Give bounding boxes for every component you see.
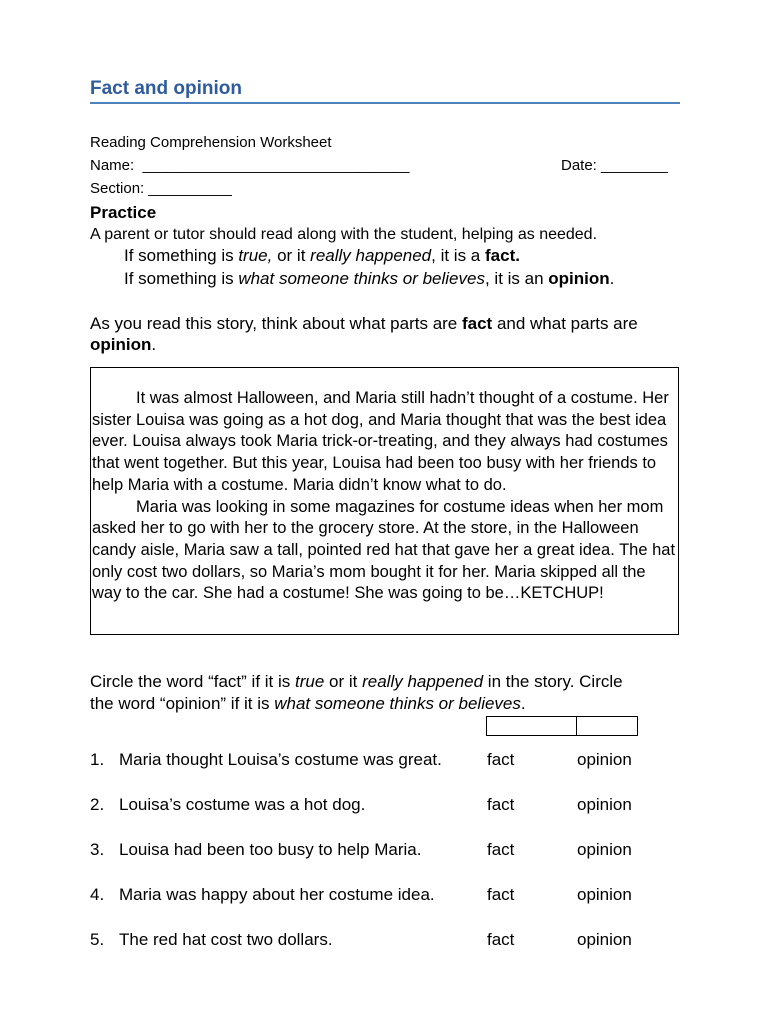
question-text: Maria was happy about her costume idea.	[119, 885, 435, 904]
question-text: Louisa’s costume was a hot dog.	[119, 795, 366, 814]
date-field[interactable]: ________	[601, 157, 668, 174]
section-row	[90, 180, 232, 197]
circle-instructions-cont: the word “opinion” if it is what someone thinks or believes.	[90, 694, 526, 713]
practice-heading: Practice	[90, 203, 157, 222]
story-paragraph-1: It was almost Halloween, and Maria still hadn’t thought of a costume. Her sister Louisa was going as a hot dog, and Maria thought that was the best idea ever. Louisa always took Maria trick-or-treating, and they always had costumes that went together. But this year, Louisa had been too busy with her friends to help Maria with a costume. Maria didn’t know what to do.	[92, 389, 669, 494]
date-label: Date:	[561, 157, 597, 174]
circle-instructions: Circle the word “fact” if it is true or it really happened in the story. Circle	[90, 672, 623, 691]
fact-option[interactable]: fact	[487, 930, 515, 949]
page-title: Fact and opinion	[90, 78, 680, 104]
fact-option[interactable]: fact	[487, 750, 515, 769]
rule-fact: If something is true, or it really happened, it is a fact.	[124, 246, 520, 265]
fact-option[interactable]: fact	[487, 795, 515, 814]
fact-option[interactable]: fact	[487, 885, 515, 904]
question-number: 3.	[90, 840, 105, 859]
fact-option[interactable]: fact	[487, 840, 515, 859]
section-label: Section:	[90, 180, 145, 197]
question-text: The red hat cost two dollars.	[119, 930, 333, 949]
story-box	[90, 367, 679, 635]
question-number: 2.	[90, 795, 105, 814]
name-row	[90, 157, 409, 174]
name-field[interactable]: ________________________________	[142, 157, 410, 174]
opinion-option[interactable]: opinion	[577, 750, 632, 769]
question-text: Louisa had been too busy to help Maria.	[119, 840, 422, 859]
opinion-option[interactable]: opinion	[577, 885, 632, 904]
question-text: Maria thought Louisa’s costume was great.	[119, 750, 442, 769]
practice-intro: A parent or tutor should read along with the student, helping as needed.	[90, 226, 598, 243]
question-number: 1.	[90, 750, 105, 769]
answer-header-cell-opinion	[577, 717, 637, 735]
reading-instructions: As you read this story, think about what parts are fact and what parts are	[90, 314, 638, 333]
opinion-option[interactable]: opinion	[577, 795, 632, 814]
date-row	[561, 157, 668, 174]
name-label: Name:	[90, 157, 135, 174]
question-number: 4.	[90, 885, 105, 904]
opinion-option[interactable]: opinion	[577, 840, 632, 859]
story-paragraph-2: Maria was looking in some magazines for costume ideas when her mom asked her to go with her to the grocery store. At the store, in the Halloween candy aisle, Maria saw a tall, pointed red hat that gave her a great idea. The hat only cost two dollars, so Maria’s mom bought it for her. Maria skipped all the way to the car. She had a costume! She was going to be…KETCHUP!	[92, 497, 676, 603]
answer-header-cell-fact	[487, 717, 577, 735]
answer-header-table	[486, 716, 638, 736]
section-field[interactable]: __________	[148, 180, 232, 197]
opinion-option[interactable]: opinion	[577, 930, 632, 949]
question-number: 5.	[90, 930, 105, 949]
worksheet-subtitle: Reading Comprehension Worksheet	[90, 134, 332, 151]
reading-instructions-cont: opinion.	[90, 335, 157, 354]
rule-opinion: If something is what someone thinks or believes, it is an opinion.	[124, 269, 615, 288]
